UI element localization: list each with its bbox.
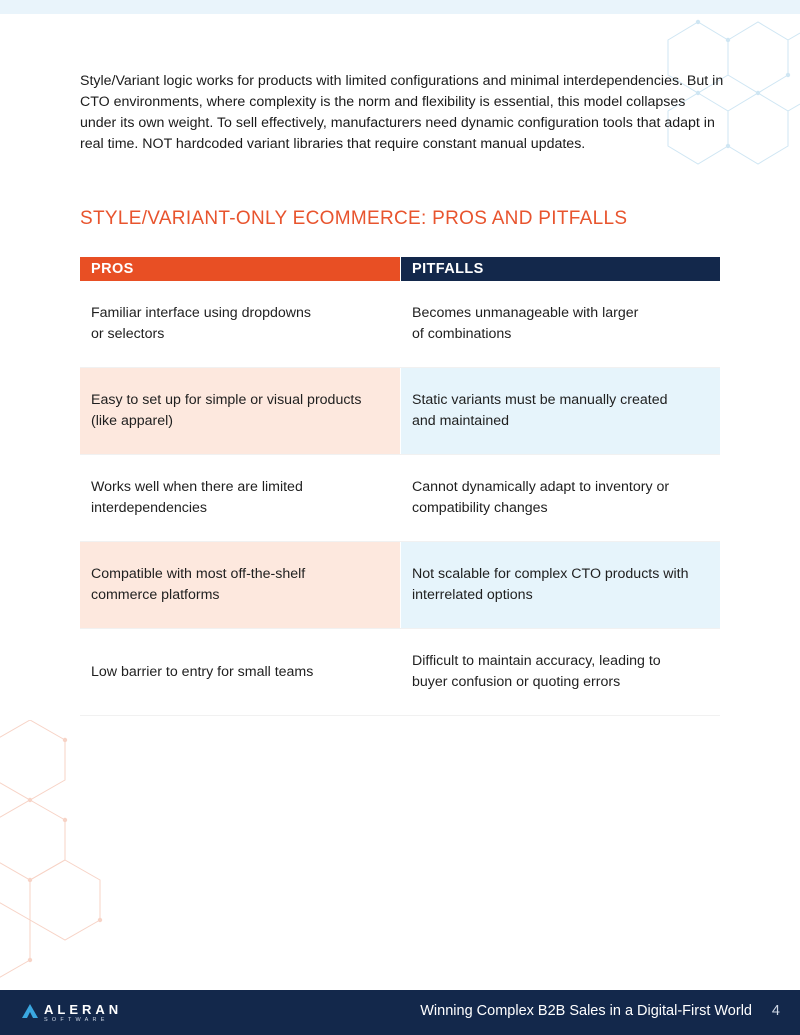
pro-text: Low barrier to entry for small teams (91, 663, 314, 680)
pitfall-text: Becomes unmanageable with larger of combinations (412, 305, 639, 342)
intro-paragraph: Style/Variant logic works for products with limited configurations and minimal interdependencies. But in CTO environments, where complexity is the norm and flexibility is essential, this model collapses under its own weight. To sell effectively, manufacturers need dynamic configuration tools that adapt in real time. NOT hardcoded variant libraries that require constant manual updates. (80, 73, 724, 152)
hexagon-pattern-bottom-left (0, 720, 130, 990)
pros-column-header: PROS (80, 257, 400, 281)
pitfall-cell (400, 542, 720, 628)
pitfall-text: Difficult to maintain accuracy, leading to buyer confusion or quoting errors (412, 653, 661, 690)
table-row (80, 281, 720, 368)
aleran-logo-mark-icon (22, 1004, 38, 1018)
pro-text: Works well when there are limited interdependencies (91, 479, 303, 516)
pitfall-cell (400, 368, 720, 454)
pitfall-cell (400, 455, 720, 541)
table-header (80, 257, 720, 281)
logo-sub-text: SOFTWARE (44, 1017, 109, 1023)
pitfall-text: Not scalable for complex CTO products with interrelated options (412, 566, 689, 603)
pro-cell (80, 368, 400, 454)
pros-pitfalls-table (80, 257, 720, 716)
footer-title: Winning Complex B2B Sales in a Digital-First World (420, 1003, 752, 1019)
pro-text: Easy to set up for simple or visual products (like apparel) (91, 392, 362, 429)
pitfall-cell (400, 281, 720, 367)
section-title: STYLE/VARIANT-ONLY ECOMMERCE: PROS AND PITFALLS (80, 208, 628, 229)
pro-cell (80, 542, 400, 628)
page-footer (0, 990, 800, 1035)
pitfall-text: Static variants must be manually created and maintained (412, 392, 668, 429)
aleran-logo (22, 1003, 122, 1024)
table-row (80, 542, 720, 629)
pro-cell (80, 629, 400, 715)
pro-text: Compatible with most off-the-shelf commerce platforms (91, 566, 306, 603)
table-row (80, 455, 720, 542)
pitfall-text: Cannot dynamically adapt to inventory or compatibility changes (412, 479, 670, 516)
pro-cell (80, 281, 400, 367)
logo-main-text: ALERAN (44, 1002, 123, 1017)
table-row (80, 368, 720, 455)
table-row (80, 629, 720, 716)
pro-cell (80, 455, 400, 541)
logo-text (44, 1003, 122, 1024)
page-number: 4 (771, 1003, 780, 1019)
pitfall-cell (400, 629, 720, 715)
pitfalls-column-header: PITFALLS (400, 257, 720, 281)
pro-text: Familiar interface using dropdowns or selectors (91, 305, 312, 342)
